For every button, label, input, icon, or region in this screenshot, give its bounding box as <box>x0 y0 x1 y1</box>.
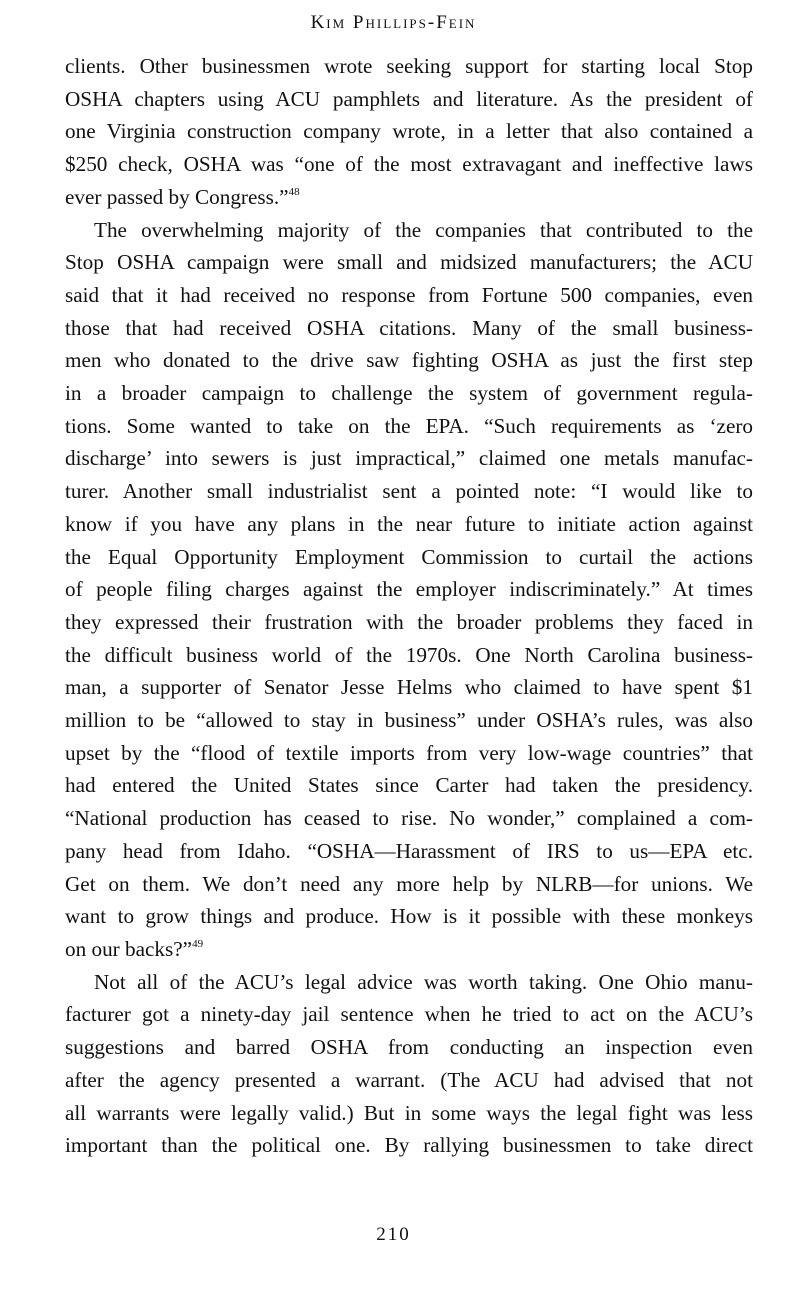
text-line: OSHA chapters using ACU pamphlets and literature. As the president of <box>65 86 753 111</box>
text-line: the difficult business world of the 1970s. One North Carolina business- <box>65 642 753 667</box>
text-line: they expressed their frustration with the broader problems they faced in <box>65 609 753 634</box>
text-line: Not all of the ACU’s legal advice was worth taking. One Ohio manu- <box>94 969 753 994</box>
text-line: want to grow things and produce. How is it possible with these monkeys <box>65 904 753 929</box>
text-line: in a broader campaign to challenge the system of government regula- <box>65 381 753 406</box>
text-line: pany head from Idaho. “OSHA—Harassment of IRS to us—EPA etc. <box>65 838 753 863</box>
text-line: Get on them. We don’t need any more help by NLRB—for unions. We <box>65 871 753 896</box>
body-text <box>65 50 753 1162</box>
text-line <box>65 933 753 966</box>
text-line: after the agency presented a warrant. (The ACU had advised that not <box>65 1067 753 1092</box>
text-line: Stop OSHA campaign were small and midsized manufacturers; the ACU <box>65 250 753 275</box>
text-line: had entered the United States since Carter had taken the presidency. <box>65 773 753 798</box>
text-line: the Equal Opportunity Employment Commission to curtail the actions <box>65 544 753 569</box>
footnote-marker: 49 <box>192 937 204 950</box>
text-line: men who donated to the drive saw fighting OSHA as just the first step <box>65 348 753 373</box>
text-line: one Virginia construction company wrote, in a letter that also contained a <box>65 119 753 144</box>
text-line: man, a supporter of Senator Jesse Helms who claimed to have spent $1 <box>65 675 753 700</box>
text-line <box>65 181 753 214</box>
text-line: those that had received OSHA citations. Many of the small business- <box>65 315 753 340</box>
text-line: The overwhelming majority of the companies that contributed to the <box>94 217 753 242</box>
text-line: “National production has ceased to rise. No wonder,” complained a com- <box>65 806 753 831</box>
page-number: 210 <box>376 1224 411 1245</box>
text-line: clients. Other businessmen wrote seeking support for starting local Stop <box>65 54 753 78</box>
text-line: all warrants were legally valid.) But in some ways the legal fight was less <box>65 1100 753 1125</box>
text-line-content: ever passed by Congress.” <box>65 184 289 209</box>
text-line-content: on our backs?” <box>65 936 193 961</box>
paragraph-3 <box>65 966 753 1162</box>
paragraph-1 <box>65 50 753 214</box>
text-line: said that it had received no response from Fortune 500 companies, even <box>65 282 753 307</box>
text-line: million to be “allowed to stay in business” under OSHA’s rules, was also <box>65 708 753 733</box>
text-line: facturer got a ninety-day jail sentence when he tried to act on the ACU’s <box>65 1002 753 1027</box>
text-line: know if you have any plans in the near future to initiate action against <box>65 511 753 536</box>
text-line: of people filing charges against the employer indiscriminately.” At times <box>65 577 753 602</box>
paragraph-2 <box>65 214 753 966</box>
text-line: turer. Another small industrialist sent a pointed note: “I would like to <box>65 479 753 504</box>
footnote-marker: 48 <box>288 185 300 198</box>
text-line: upset by the “flood of textile imports from very low-wage countries” that <box>65 740 753 765</box>
text-line: $250 check, OSHA was “one of the most extravagant and ineffective laws <box>65 152 753 177</box>
text-line: important than the political one. By rallying businessmen to take direct <box>65 1133 753 1158</box>
text-line: discharge’ into sewers is just impractical,” claimed one metals manufac- <box>65 446 753 471</box>
text-line: suggestions and barred OSHA from conducting an inspection even <box>65 1035 753 1060</box>
running-head: Kim Phillips-Fein <box>310 12 477 33</box>
text-line: tions. Some wanted to take on the EPA. “Such requirements as ‘zero <box>65 413 753 438</box>
